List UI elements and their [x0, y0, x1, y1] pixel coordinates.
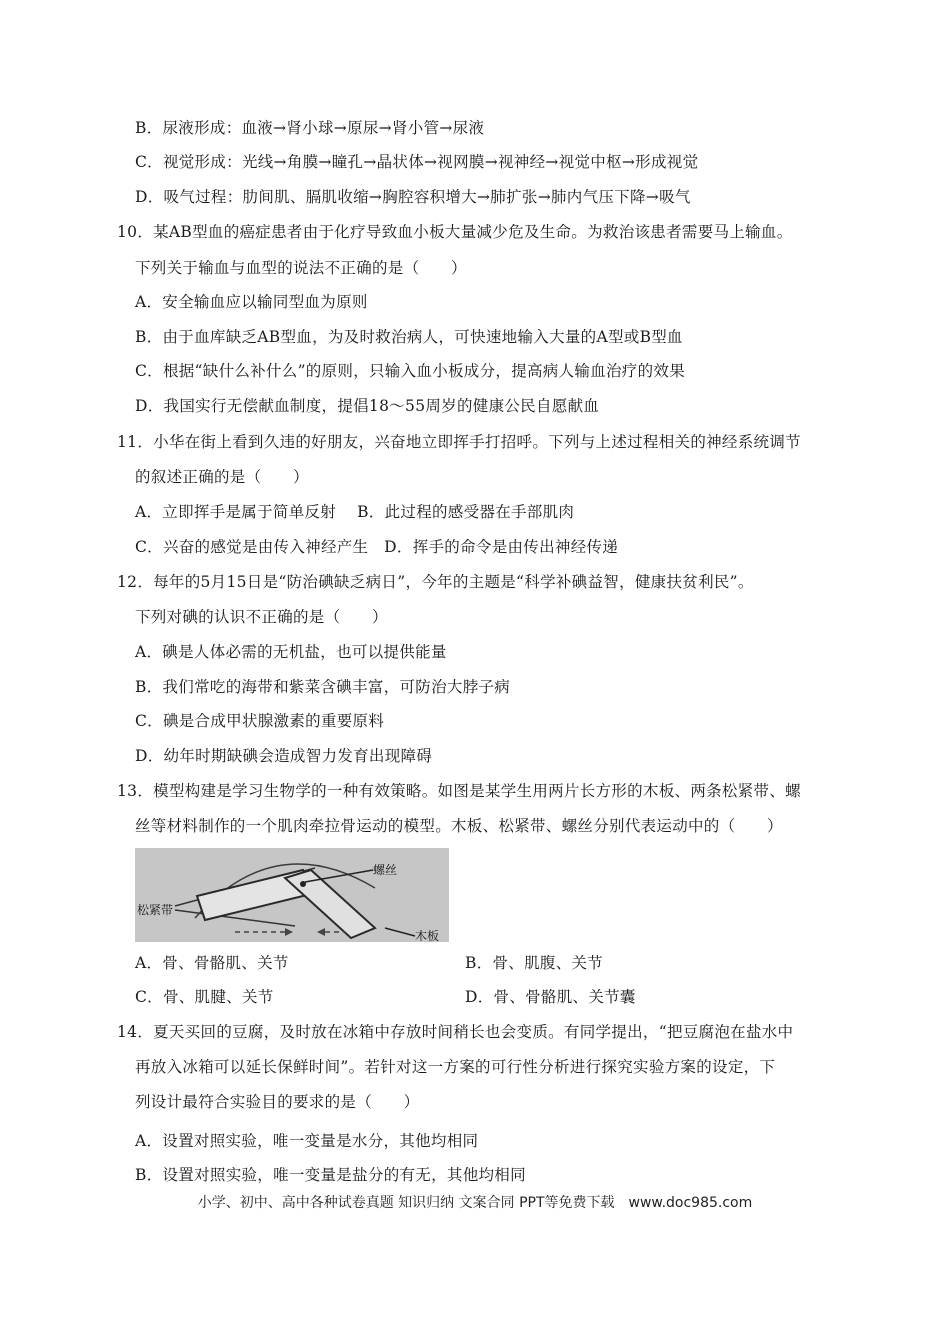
q10-option-b: B．由于血库缺乏AB型血，为及时救治病人，可快速地输入大量的A型或B型血: [135, 328, 683, 346]
q9-option-d: D．吸气过程：肋间肌、膈肌收缩→胸腔容积增大→肺扩张→肺内气压下降→吸气: [135, 188, 691, 206]
q11-stem-line1: 11．小华在街上看到久违的好朋友，兴奋地立即挥手打招呼。下列与上述过程相关的神经系统调节: [117, 433, 801, 451]
q10-option-d: D．我国实行无偿献血制度，提倡18～55周岁的健康公民自愿献血: [135, 397, 600, 415]
q13-option-a: A．骨、骨骼肌、关节: [135, 954, 289, 972]
q12-stem-line1: 12．每年的5月15日是“防治碘缺乏病日”，今年的主题是“科学补碘益智，健康扶贫利民”。: [117, 573, 754, 591]
q10-stem-line1: 10．某AB型血的癌症患者由于化疗导致血小板大量减少危及生命。为救治该患者需要马上输血。: [117, 223, 793, 241]
q10-stem-line2: 下列关于输血与血型的说法不正确的是（ ）: [135, 259, 467, 277]
figure-label-band: 松紧带: [137, 903, 174, 917]
q13-stem-line1: 13．模型构建是学习生物学的一种有效策略。如图是某学生用两片长方形的木板、两条松紧带、螺: [117, 782, 801, 800]
q12-option-d: D．幼年时期缺碘会造成智力发育出现障碍: [135, 747, 433, 765]
q14-stem-line2: 再放入冰箱可以延长保鲜时间”。若针对这一方案的可行性分析进行探究实验方案的设定，下: [135, 1058, 776, 1076]
q12-option-a: A．碘是人体必需的无机盐，也可以提供能量: [135, 643, 447, 661]
q11-options-cd: C．兴奋的感觉是由传入神经产生 D．挥手的命令是由传出神经传递: [135, 538, 619, 556]
q14-option-a: A．设置对照实验，唯一变量是水分，其他均相同: [135, 1132, 479, 1150]
q9-option-c: C．视觉形成：光线→角膜→瞳孔→晶状体→视网膜→视神经→视觉中枢→形成视觉: [135, 153, 699, 171]
q10-option-c: C．根据“缺什么补什么”的原则，只输入血小板成分，提高病人输血治疗的效果: [135, 362, 686, 380]
q13-option-d: D．骨、骨骼肌、关节囊: [465, 988, 636, 1006]
muscle-model-figure: [135, 848, 449, 942]
q12-option-c: C．碘是合成甲状腺激素的重要原料: [135, 712, 385, 730]
q14-stem-line3: 列设计最符合实验目的要求的是（ ）: [135, 1093, 420, 1111]
q14-stem-line1: 14．夏天买回的豆腐，及时放在冰箱中存放时间稍长也会变质。有同学提出，“把豆腐泡在盐水中: [117, 1023, 794, 1041]
q13-option-b: B．骨、肌腹、关节: [465, 954, 604, 972]
q10-option-a: A．安全输血应以输同型血为原则: [135, 293, 368, 311]
q12-stem-line2: 下列对碘的认识不正确的是（ ）: [135, 608, 388, 626]
muscle-model-drawing: [135, 848, 449, 942]
q13-stem-line2: 丝等材料制作的一个肌肉牵拉骨运动的模型。木板、松紧带、螺丝分别代表运动中的（ ）: [135, 817, 783, 835]
q11-stem-line2: 的叙述正确的是（ ）: [135, 468, 309, 486]
q13-option-c: C．骨、肌腱、关节: [135, 988, 274, 1006]
figure-label-board: 木板: [415, 929, 440, 942]
q12-option-b: B．我们常吃的海带和紫菜含碘丰富，可防治大脖子病: [135, 678, 511, 696]
q14-option-b: B．设置对照实验，唯一变量是盐分的有无，其他均相同: [135, 1166, 526, 1184]
page-footer: 小学、初中、高中各种试卷真题 知识归纳 文案合同 PPT等免费下载 www.doc985.com: [197, 1195, 753, 1211]
q9-option-b: B．尿液形成：血液→肾小球→原尿→肾小管→尿液: [135, 119, 485, 137]
q11-options-ab: A．立即挥手是属于简单反射 B．此过程的感受器在手部肌肉: [135, 503, 575, 521]
figure-label-screw: 螺丝: [373, 863, 398, 877]
